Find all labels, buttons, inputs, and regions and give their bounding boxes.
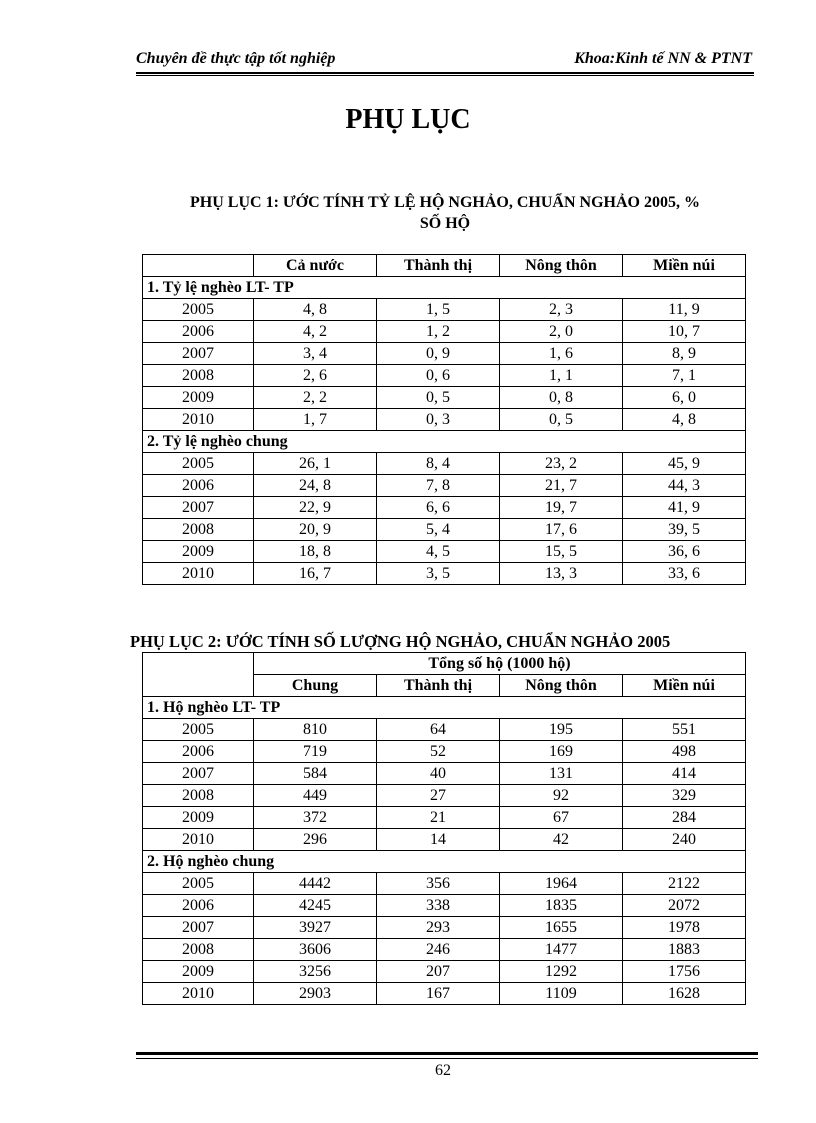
table1-caption <box>136 192 754 234</box>
year-cell: 2008 <box>143 365 254 387</box>
table2-header-blank <box>143 653 254 697</box>
table-row <box>143 365 746 387</box>
value-cell: 17, 6 <box>500 519 623 541</box>
value-cell: 0, 9 <box>377 343 500 365</box>
value-cell: 33, 6 <box>623 563 746 585</box>
section-row <box>143 697 746 719</box>
year-cell: 2008 <box>143 519 254 541</box>
value-cell: 207 <box>377 961 500 983</box>
table1-caption-line2: SỐ HỘ <box>419 215 471 232</box>
year-cell: 2005 <box>143 719 254 741</box>
section-label: 2. Tỷ lệ nghèo chung <box>143 431 746 453</box>
value-cell: 1292 <box>500 961 623 983</box>
table2-header-cell: Thành thị <box>377 675 500 697</box>
value-cell: 64 <box>377 719 500 741</box>
value-cell: 240 <box>623 829 746 851</box>
table-row <box>143 497 746 519</box>
value-cell: 2, 2 <box>254 387 377 409</box>
value-cell: 13, 3 <box>500 563 623 585</box>
year-cell: 2007 <box>143 763 254 785</box>
value-cell: 1835 <box>500 895 623 917</box>
year-cell: 2010 <box>143 829 254 851</box>
table1-header-cell: Miền núi <box>623 255 746 277</box>
value-cell: 2, 6 <box>254 365 377 387</box>
value-cell: 92 <box>500 785 623 807</box>
value-cell: 10, 7 <box>623 321 746 343</box>
page-number: 62 <box>435 1062 451 1079</box>
value-cell: 195 <box>500 719 623 741</box>
value-cell: 1964 <box>500 873 623 895</box>
year-cell: 2006 <box>143 895 254 917</box>
table2 <box>142 652 746 1005</box>
footer-rule-thin <box>136 1058 758 1059</box>
value-cell: 296 <box>254 829 377 851</box>
value-cell: 16, 7 <box>254 563 377 585</box>
year-cell: 2007 <box>143 917 254 939</box>
year-cell: 2009 <box>143 807 254 829</box>
value-cell: 293 <box>377 917 500 939</box>
value-cell: 18, 8 <box>254 541 377 563</box>
value-cell: 810 <box>254 719 377 741</box>
table-row <box>143 453 746 475</box>
value-cell: 8, 4 <box>377 453 500 475</box>
value-cell: 52 <box>377 741 500 763</box>
table-row <box>143 873 746 895</box>
table-row <box>143 343 746 365</box>
value-cell: 1109 <box>500 983 623 1005</box>
value-cell: 19, 7 <box>500 497 623 519</box>
value-cell: 1, 5 <box>377 299 500 321</box>
value-cell: 2072 <box>623 895 746 917</box>
table2-header-cell: Chung <box>254 675 377 697</box>
value-cell: 1, 2 <box>377 321 500 343</box>
year-cell: 2005 <box>143 873 254 895</box>
value-cell: 246 <box>377 939 500 961</box>
value-cell: 414 <box>623 763 746 785</box>
value-cell: 40 <box>377 763 500 785</box>
year-cell: 2010 <box>143 983 254 1005</box>
table2-header-cell: Miền núi <box>623 675 746 697</box>
value-cell: 3, 5 <box>377 563 500 585</box>
value-cell: 1, 6 <box>500 343 623 365</box>
value-cell: 4, 2 <box>254 321 377 343</box>
value-cell: 11, 9 <box>623 299 746 321</box>
table2-header-cell: Nông thôn <box>500 675 623 697</box>
table-row <box>143 939 746 961</box>
value-cell: 1477 <box>500 939 623 961</box>
value-cell: 2, 3 <box>500 299 623 321</box>
table-row <box>143 829 746 851</box>
table-row <box>143 763 746 785</box>
value-cell: 1883 <box>623 939 746 961</box>
value-cell: 7, 1 <box>623 365 746 387</box>
value-cell: 0, 3 <box>377 409 500 431</box>
year-cell: 2008 <box>143 785 254 807</box>
table-row <box>143 541 746 563</box>
value-cell: 3927 <box>254 917 377 939</box>
year-cell: 2006 <box>143 321 254 343</box>
value-cell: 584 <box>254 763 377 785</box>
year-cell: 2006 <box>143 741 254 763</box>
value-cell: 5, 4 <box>377 519 500 541</box>
year-cell: 2009 <box>143 541 254 563</box>
year-cell: 2005 <box>143 453 254 475</box>
value-cell: 1628 <box>623 983 746 1005</box>
header-right-text: Khoa:Kinh tế NN & PTNT <box>574 50 752 67</box>
value-cell: 284 <box>623 807 746 829</box>
year-cell: 2010 <box>143 409 254 431</box>
table-row <box>143 983 746 1005</box>
value-cell: 719 <box>254 741 377 763</box>
year-cell: 2009 <box>143 387 254 409</box>
table1-header-cell: Thành thị <box>377 255 500 277</box>
table-row <box>143 387 746 409</box>
footer-rule-thick <box>136 1052 758 1055</box>
table2-group-header-row <box>143 653 746 675</box>
value-cell: 1655 <box>500 917 623 939</box>
value-cell: 39, 5 <box>623 519 746 541</box>
value-cell: 8, 9 <box>623 343 746 365</box>
value-cell: 21, 7 <box>500 475 623 497</box>
header-left-text: Chuyên đề thực tập tốt nghiệp <box>136 50 336 67</box>
value-cell: 21 <box>377 807 500 829</box>
value-cell: 3256 <box>254 961 377 983</box>
section-label: 2. Hộ nghèo chung <box>143 851 746 873</box>
table1-header-row <box>143 255 746 277</box>
table1-header-cell: Nông thôn <box>500 255 623 277</box>
section-label: 1. Hộ nghèo LT- TP <box>143 697 746 719</box>
section-row <box>143 431 746 453</box>
table2-group-header: Tổng số hộ (1000 hộ) <box>254 653 746 675</box>
value-cell: 45, 9 <box>623 453 746 475</box>
value-cell: 4, 5 <box>377 541 500 563</box>
table-row <box>143 719 746 741</box>
value-cell: 372 <box>254 807 377 829</box>
value-cell: 167 <box>377 983 500 1005</box>
table-row <box>143 807 746 829</box>
value-cell: 338 <box>377 895 500 917</box>
value-cell: 6, 0 <box>623 387 746 409</box>
value-cell: 7, 8 <box>377 475 500 497</box>
value-cell: 4245 <box>254 895 377 917</box>
value-cell: 14 <box>377 829 500 851</box>
value-cell: 329 <box>623 785 746 807</box>
year-cell: 2006 <box>143 475 254 497</box>
value-cell: 26, 1 <box>254 453 377 475</box>
value-cell: 1, 1 <box>500 365 623 387</box>
table-row <box>143 321 746 343</box>
value-cell: 36, 6 <box>623 541 746 563</box>
value-cell: 0, 8 <box>500 387 623 409</box>
value-cell: 20, 9 <box>254 519 377 541</box>
value-cell: 6, 6 <box>377 497 500 519</box>
value-cell: 3, 4 <box>254 343 377 365</box>
year-cell: 2008 <box>143 939 254 961</box>
page-header <box>136 50 754 74</box>
value-cell: 1978 <box>623 917 746 939</box>
value-cell: 2, 0 <box>500 321 623 343</box>
value-cell: 0, 5 <box>500 409 623 431</box>
table1-header-cell: Cả nước <box>254 255 377 277</box>
value-cell: 23, 2 <box>500 453 623 475</box>
page-title: PHỤ LỤC <box>345 104 471 135</box>
table-row <box>143 475 746 497</box>
value-cell: 27 <box>377 785 500 807</box>
value-cell: 1, 7 <box>254 409 377 431</box>
value-cell: 4442 <box>254 873 377 895</box>
value-cell: 169 <box>500 741 623 763</box>
value-cell: 42 <box>500 829 623 851</box>
table-row <box>143 299 746 321</box>
value-cell: 2122 <box>623 873 746 895</box>
value-cell: 3606 <box>254 939 377 961</box>
value-cell: 24, 8 <box>254 475 377 497</box>
table1 <box>142 254 746 585</box>
table-row <box>143 917 746 939</box>
value-cell: 2903 <box>254 983 377 1005</box>
value-cell: 498 <box>623 741 746 763</box>
value-cell: 449 <box>254 785 377 807</box>
year-cell: 2009 <box>143 961 254 983</box>
value-cell: 551 <box>623 719 746 741</box>
year-cell: 2007 <box>143 343 254 365</box>
value-cell: 1756 <box>623 961 746 983</box>
value-cell: 0, 6 <box>377 365 500 387</box>
value-cell: 131 <box>500 763 623 785</box>
section-row <box>143 277 746 299</box>
table-row <box>143 741 746 763</box>
table1-body <box>143 277 746 585</box>
value-cell: 44, 3 <box>623 475 746 497</box>
value-cell: 67 <box>500 807 623 829</box>
table1-caption-line1: PHỤ LỤC 1: ƯỚC TÍNH TỶ LỆ HỘ NGHẢO, CHUẨN NGHẢO 2005, % <box>190 194 700 211</box>
value-cell: 4, 8 <box>254 299 377 321</box>
value-cell: 4, 8 <box>623 409 746 431</box>
section-label: 1. Tỷ lệ nghèo LT- TP <box>143 277 746 299</box>
value-cell: 15, 5 <box>500 541 623 563</box>
value-cell: 41, 9 <box>623 497 746 519</box>
value-cell: 22, 9 <box>254 497 377 519</box>
value-cell: 356 <box>377 873 500 895</box>
table-row <box>143 563 746 585</box>
year-cell: 2005 <box>143 299 254 321</box>
table-row <box>143 785 746 807</box>
table2-caption: PHỤ LỤC 2: ƯỚC TÍNH SỐ LƯỢNG HỘ NGHẢO, CHUẨN NGHẢO 2005 <box>130 632 671 651</box>
section-row <box>143 851 746 873</box>
year-cell: 2010 <box>143 563 254 585</box>
year-cell: 2007 <box>143 497 254 519</box>
table2-body <box>143 697 746 1005</box>
value-cell: 0, 5 <box>377 387 500 409</box>
header-rule <box>136 75 754 76</box>
table-row <box>143 961 746 983</box>
table-row <box>143 409 746 431</box>
table1-header-blank <box>143 255 254 277</box>
table-row <box>143 895 746 917</box>
table-row <box>143 519 746 541</box>
